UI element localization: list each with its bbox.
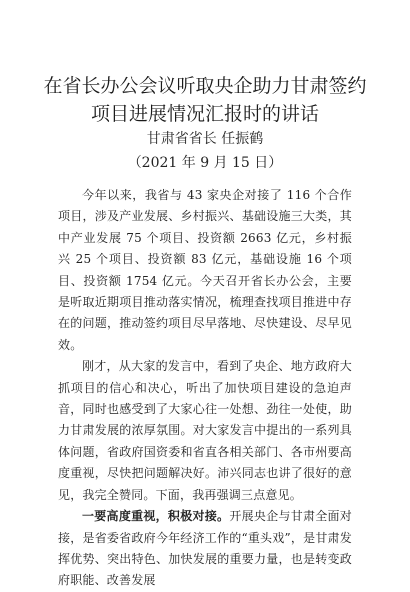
body-paragraph <box>58 185 352 356</box>
document-date: （2021 年 9 月 15 日） <box>127 155 283 171</box>
body-paragraph <box>58 356 352 506</box>
document-body <box>58 185 352 592</box>
paragraph-text: 今年以来，我省与 43 家央企对接了 116 个合作项目，涉及产业发展、乡村振兴、基础设施三大类，其中产业发展 75 个项目、投资额 2663 亿元，乡村振兴 25 个项目、投资额 83 亿元，基础设施 16 个项目、投资额 1754 亿元。今天召开省长办公会，主要是听取近期项目推动落实情况，梳理查找项目推进中存在的问题，推动签约项目尽早落地、尽快建设、尽早见效。 <box>58 188 352 352</box>
document-author: 甘肃省省长 任振鹤 <box>146 131 264 147</box>
paragraph-text: 开展央企与甘肃全面对接，是省委省政府今年经济工作的“重头戏”，是甘肃发挥优势、突出特色、加快发展的重要力量，也是转变政府职能、改善发展 <box>58 509 352 588</box>
document-title: 在省长办公会议听取央企助力甘肃签约项目进展情况汇报时的讲话 <box>43 75 367 125</box>
paragraph-text: 刚才，从大家的发言中，看到了央企、地方政府大抓项目的信心和决心，听出了加快项目建设的急迫声音，同时也感受到了大家心往一处想、劲往一处使，助力甘肃发展的浓厚氛围。对大家发言中提出的一系列具体问题，省政府国资委和省直各相关部门、各市州要高度重视，尽快把问题解决好。沛兴同志也讲了很好的意见，我完全赞同。下面，我再强调三点意见。 <box>58 359 352 502</box>
paragraph-lead-heading: 一要高度重视，积极对接。 <box>82 509 230 524</box>
body-paragraph <box>58 506 352 592</box>
